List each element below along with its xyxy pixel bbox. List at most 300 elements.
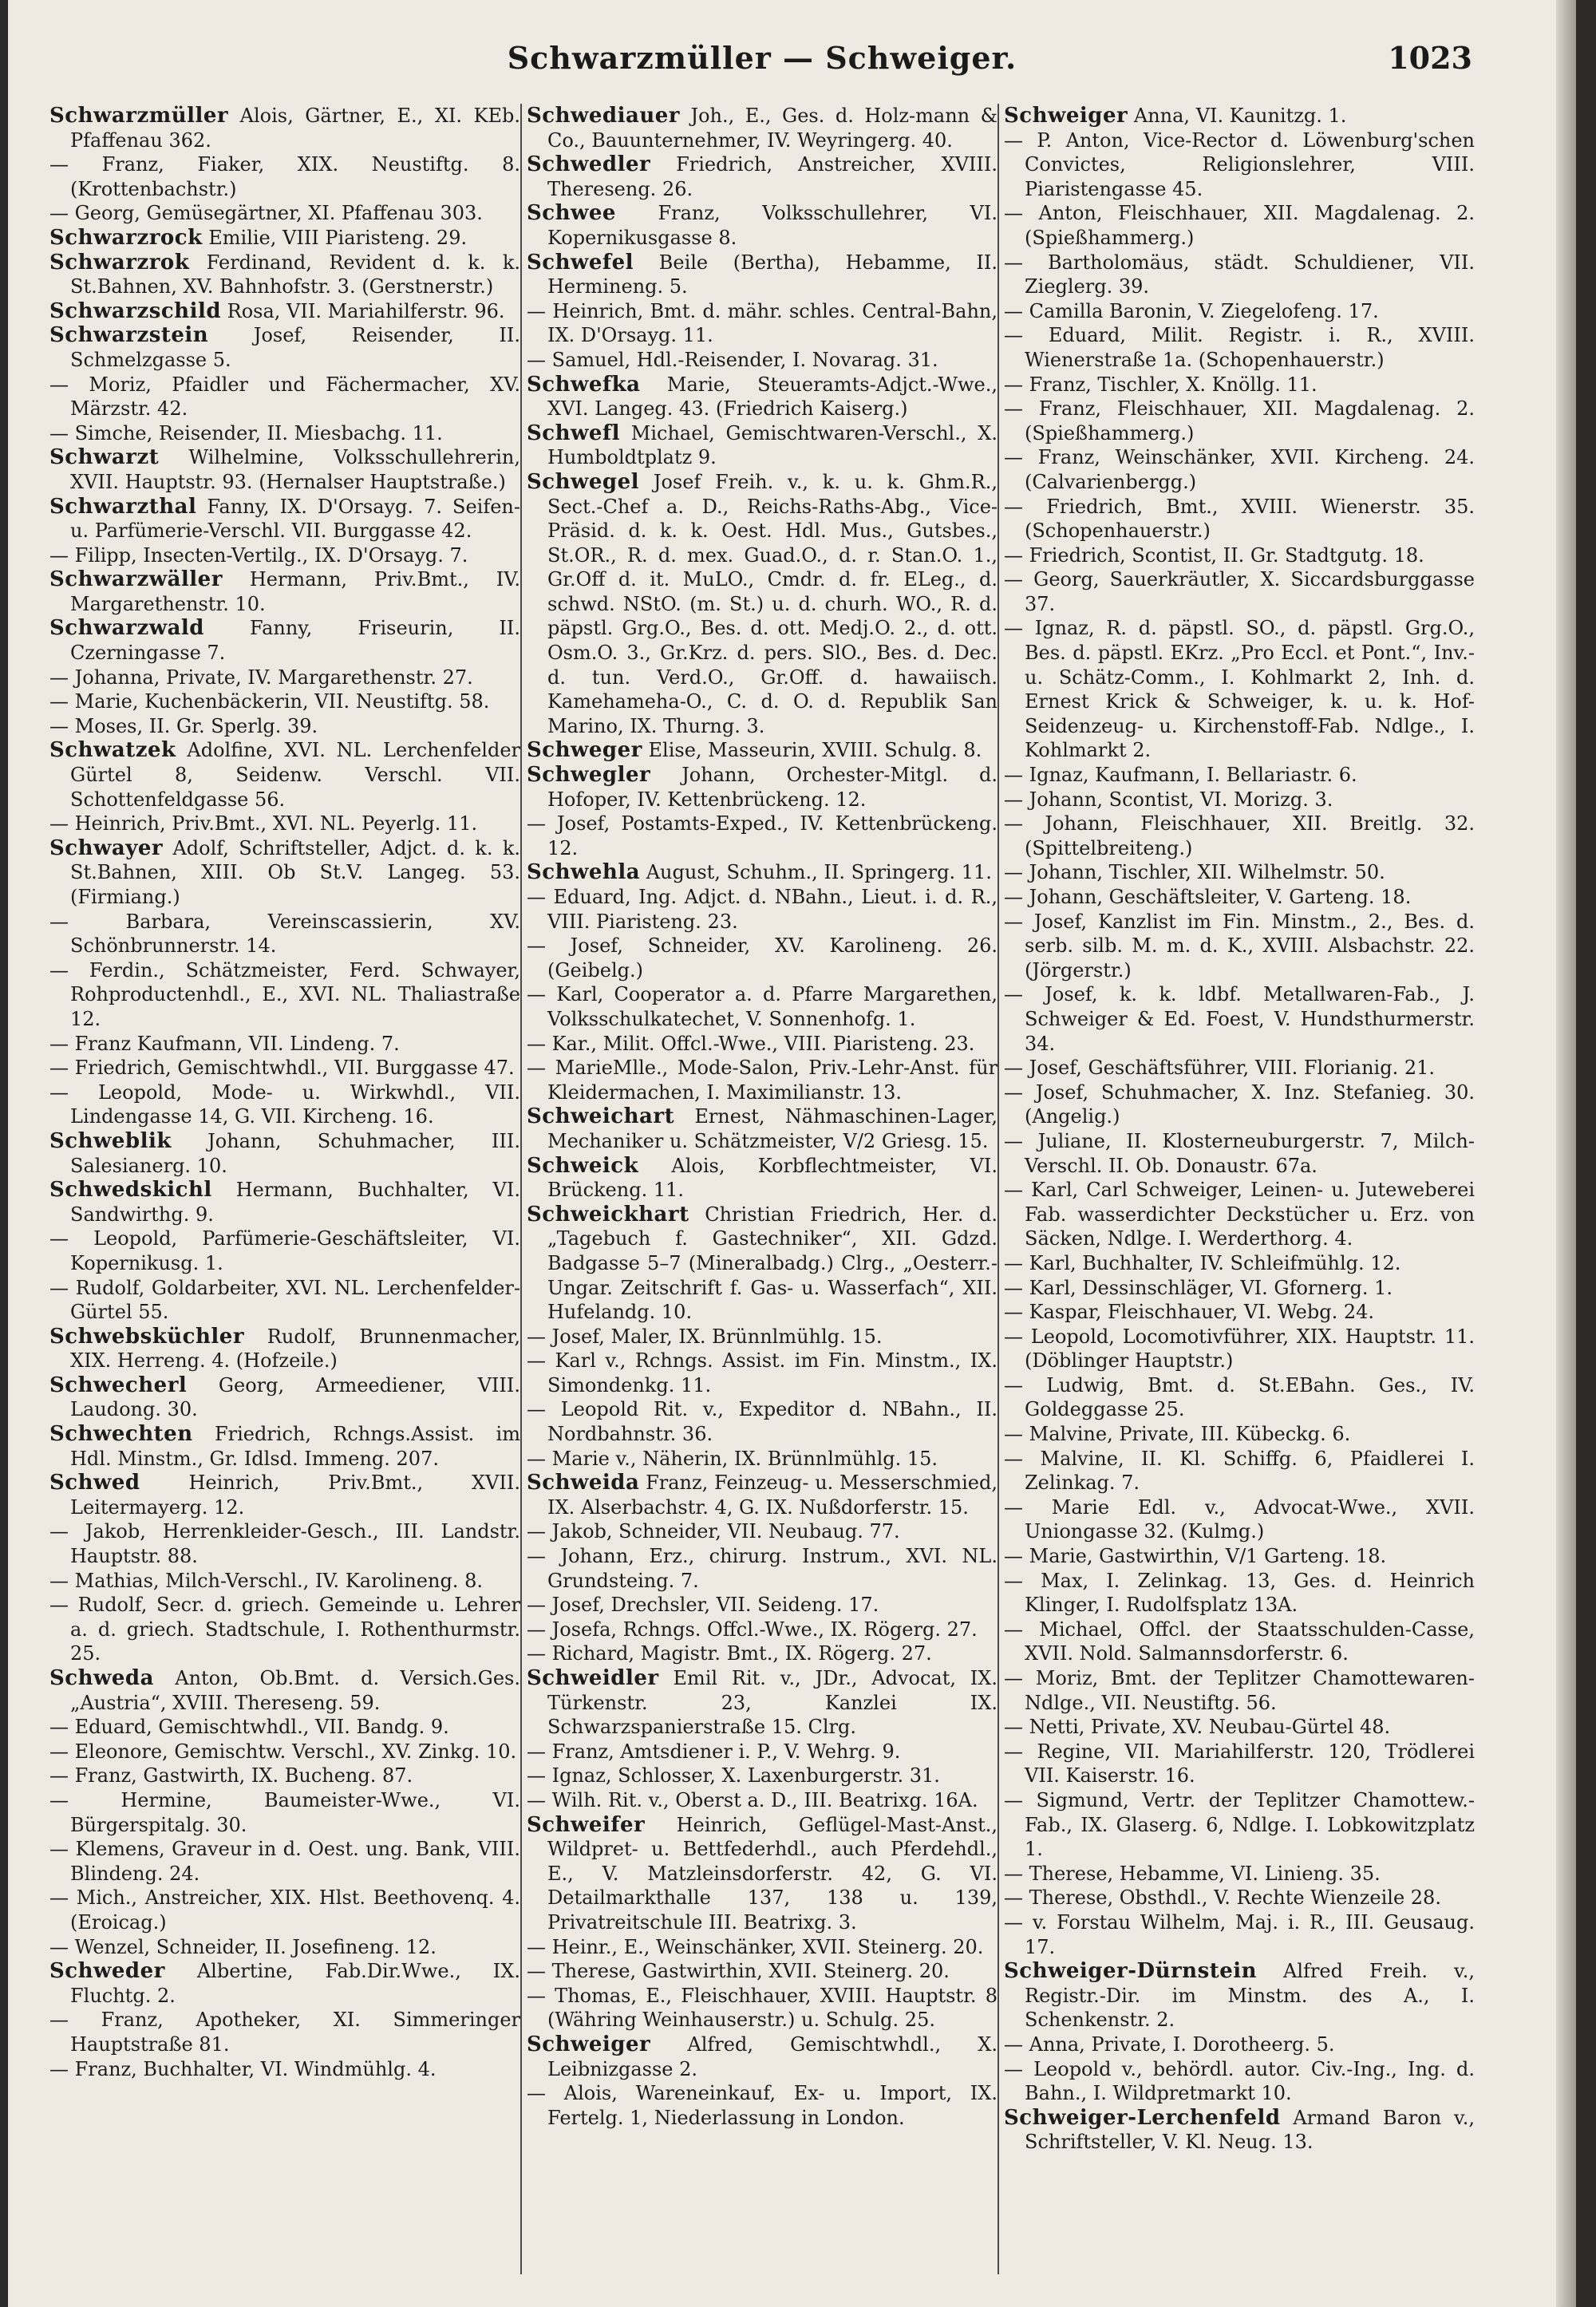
entry-text: Hermann, Priv.Bmt., IV. Margarethenstr. 10. — [70, 568, 520, 615]
directory-entry — [527, 1349, 998, 1397]
entry-surname: Schweiger — [1004, 104, 1128, 128]
directory-entry — [49, 958, 520, 1032]
directory-entry — [1004, 1495, 1475, 1544]
entry-surname: Schweichart — [527, 1104, 675, 1129]
directory-entry — [527, 860, 998, 885]
entry-surname: Schwedskichl — [49, 1178, 212, 1203]
directory-entry — [49, 812, 520, 836]
entry-text: — Friedrich, Bmt., XVIII. Wienerstr. 35. (Schopenhauerstr.) — [1004, 495, 1475, 543]
entry-text: — Regine, VII. Mariahilferstr. 120, Trödlerei VII. Kaiserstr. 16. — [1004, 1740, 1475, 1788]
directory-entry — [49, 1715, 520, 1740]
entry-text: — P. Anton, Vice-Rector d. Löwenburg'schen Convictes, Religionslehrer, VIII. Piaristengasse 45. — [1004, 128, 1475, 200]
directory-entry — [49, 543, 520, 568]
entry-text: — Franz, Amtsdiener i. P., V. Wehrg. 9. — [527, 1740, 901, 1763]
directory-entry — [49, 1056, 520, 1080]
directory-entry — [527, 1154, 998, 1203]
entry-text: — Josef, k. k. ldbf. Metallwaren-Fab., J. Schweiger & Ed. Foest, V. Hundsthurmerstr. 34. — [1004, 983, 1475, 1055]
entry-text: August, Schuhm., II. Springerg. 11. — [646, 861, 992, 884]
entry-text: — Barbara, Vereinscassierin, XV. Schönbrunnerstr. 14. — [49, 910, 520, 958]
directory-entry — [49, 738, 520, 812]
directory-entry — [49, 495, 520, 543]
directory-entry — [49, 666, 520, 690]
directory-entry — [527, 1666, 998, 1740]
entry-text: — Friedrich, Scontist, II. Gr. Stadtgutg. 18. — [1004, 543, 1424, 567]
directory-entry — [527, 104, 998, 152]
entry-surname: Schwarzwäller — [49, 567, 223, 592]
entry-text: Anton, Ob.Bmt. d. Versich.Ges. „Austria“, XVIII. Thereseng. 59. — [70, 1667, 520, 1714]
directory-entry — [1004, 2106, 1475, 2155]
entry-surname: Schweger — [527, 738, 642, 763]
directory-entry — [49, 1666, 520, 1715]
directory-entry — [1004, 763, 1475, 788]
entry-text: Ernest, Nähmaschinen-Lager, Mechaniker u. Schätzmeister, V/2 Griesg. 15. — [547, 1105, 998, 1152]
entry-text: — Franz, Gastwirth, IX. Bucheng. 87. — [49, 1764, 413, 1788]
entry-surname: Schweidler — [527, 1666, 659, 1690]
entry-text: — Heinrich, Priv.Bmt., XVI. NL. Peyerlg. 11. — [49, 812, 478, 835]
entry-text: — Leopold, Locomotivführer, XIX. Hauptstr. 11. (Döblinger Hauptstr.) — [1004, 1325, 1475, 1373]
entry-text: — Rudolf, Secr. d. griech. Gemeinde u. Lehrer a. d. griech. Stadtschule, I. Rothenthurmstr. 25. — [49, 1594, 520, 1665]
entry-surname: Schwegel — [527, 469, 640, 494]
directory-entry — [527, 1788, 998, 1813]
entry-text: — Johann, Tischler, XII. Wilhelmstr. 50. — [1004, 861, 1385, 884]
directory-entry — [1004, 104, 1475, 128]
directory-entry — [1004, 299, 1475, 324]
entry-text: — Ignaz, R. d. päpstl. SO., d. päpstl. Grg.O., Bes. d. päpstl. EKrz. „Pro Eccl. et Pont.“, Inv.- u. Schätz-Comm., I. Kohlmarkt 2, Inh. d. Ernest Krick & Schweiger, k. u. k. Hof-Seidenzeug- u. Kirchenstoff-Fab. Ndlge., I. Kohlmarkt 2. — [1004, 617, 1475, 762]
entry-text: — Anton, Fleischhauer, XII. Magdalenag. 2. (Spießhammerg.) — [1004, 202, 1475, 249]
directory-entry — [49, 445, 520, 494]
directory-entry — [527, 1032, 998, 1057]
directory-entry — [49, 1519, 520, 1568]
directory-entry — [527, 299, 998, 348]
directory-entry — [49, 251, 520, 299]
entry-surname: Schwedler — [527, 152, 651, 177]
entry-text: Johann, Schuhmacher, III. Salesianerg. 10. — [70, 1129, 520, 1177]
entry-text: Michael, Gemischtwaren-Verschl., X. Humboldtplatz 9. — [547, 421, 998, 469]
directory-entry — [1004, 1862, 1475, 1886]
directory-entry — [1004, 445, 1475, 494]
directory-entry — [527, 934, 998, 982]
directory-entry — [49, 373, 520, 421]
entry-text: — Kaspar, Fleischhauer, VI. Webg. 24. — [1004, 1301, 1375, 1324]
entry-surname: Schwehla — [527, 860, 641, 885]
entry-surname: Schwebsküchler — [49, 1324, 245, 1349]
entry-text: — Leopold Rit. v., Expeditor d. NBahn., II. Nordbahnstr. 36. — [527, 1398, 998, 1446]
entry-text: Joh., E., Ges. d. Holz-mann & Co., Bauunternehmer, IV. Weyringerg. 40. — [547, 105, 998, 152]
entry-text: — Ignaz, Schlosser, X. Laxenburgerstr. 31. — [527, 1764, 940, 1788]
directory-entry — [1004, 251, 1475, 299]
entry-text: — Marie, Kuchenbäckerin, VII. Neustiftg. 58. — [49, 690, 490, 713]
entry-text: Friedrich, Anstreicher, XVIII. Thereseng. 26. — [547, 153, 998, 200]
entry-surname: Schwarzstein — [49, 323, 209, 348]
entry-text: — Marie, Gastwirthin, V/1 Garteng. 18. — [1004, 1545, 1387, 1568]
entry-text: — Michael, Offcl. der Staatsschulden-Casse, XVII. Nold. Salmannsdorferstr. 6. — [1004, 1618, 1475, 1665]
directory-entry — [49, 226, 520, 251]
entry-text: — Netti, Private, XV. Neubau-Gürtel 48. — [1004, 1716, 1391, 1739]
directory-entry — [1004, 2057, 1475, 2106]
directory-entry — [49, 689, 520, 714]
directory-entry — [527, 1935, 998, 1960]
directory-entry — [1004, 1910, 1475, 1959]
entry-surname: Schweick — [527, 1153, 639, 1178]
entry-surname: Schwechten — [49, 1422, 193, 1447]
entry-text: — Sigmund, Vertr. der Teplitzer Chamottew.-Fab., IX. Glaserg. 6, Ndlge. I. Lobkowitzplatz 1. — [1004, 1788, 1475, 1861]
entry-surname: Schwarzwald — [49, 616, 204, 641]
directory-entry — [1004, 1959, 1475, 2032]
directory-entry — [1004, 1447, 1475, 1495]
entry-text: Adolf, Schriftsteller, Adjct. d. k. k. St.Bahnen, XIII. Ob St.V. Langeg. 53. (Firmiang.) — [70, 836, 520, 908]
directory-entry — [49, 616, 520, 665]
entry-text: — Ludwig, Bmt. d. St.EBahn. Ges., IV. Goldeggasse 25. — [1004, 1373, 1475, 1421]
entry-text: — Klemens, Graveur in d. Oest. ung. Bank, VIII. Blindeng. 24. — [49, 1838, 520, 1885]
directory-entry — [1004, 1373, 1475, 1422]
directory-entry — [49, 1886, 520, 1934]
directory-entry — [527, 1764, 998, 1788]
entry-text: — Camilla Baronin, V. Ziegelofeng. 17. — [1004, 299, 1379, 322]
entry-text: — Johann, Fleischhauer, XII. Breitlg. 32. (Spittelbreiteng.) — [1004, 812, 1475, 859]
entry-text: Friedrich, Rchngs.Assist. im Hdl. Minstm., Gr. Idlsd. Immeng. 207. — [70, 1423, 520, 1470]
directory-entry — [49, 421, 520, 446]
entry-surname: Schwee — [527, 201, 616, 226]
directory-entry — [1004, 1056, 1475, 1080]
entry-text: — Filipp, Insecten-Vertilg., IX. D'Orsayg. 7. — [49, 543, 468, 567]
directory-page — [8, 0, 1576, 2307]
entry-text: Adolfine, XVI. NL. Lerchenfelder Gürtel 8, Seidenw. Verschl. VII. Schottenfeldgasse 56. — [70, 739, 520, 811]
directory-entry — [49, 1471, 520, 1519]
entry-surname: Schweifer — [527, 1812, 646, 1837]
entry-text: Heinrich, Geflügel-Mast-Anst., Wildpret- u. Bettfederhdl., auch Pferdehdl., E., V. Matzleinsdorferstr. 42, G. VI. Detailmarkthalle 137, 138 u. 139, Privatreitschule III. Beatrixg. 3. — [547, 1813, 998, 1934]
directory-entry — [527, 1519, 998, 1544]
directory-entry — [49, 1276, 520, 1325]
entry-text: — Josef, Drechsler, VII. Seideng. 17. — [527, 1594, 879, 1617]
directory-column-2 — [527, 104, 998, 2282]
page-edge-shadow — [1556, 0, 1576, 2307]
directory-entry — [1004, 860, 1475, 885]
entry-text: Fanny, Friseurin, II. Czerningasse 7. — [70, 617, 520, 665]
directory-entry — [1004, 543, 1475, 568]
directory-entry — [1004, 1544, 1475, 1569]
directory-entry — [1004, 1422, 1475, 1447]
entry-text: — Moriz, Bmt. der Teplitzer Chamottewaren-Ndlge., VII. Neustiftg. 56. — [1004, 1667, 1475, 1714]
directory-entry — [1004, 1300, 1475, 1325]
entry-text: — Juliane, II. Klosterneuburgerstr. 7, Milch-Verschl. II. Ob. Donaustr. 67a. — [1004, 1129, 1475, 1177]
directory-entry — [49, 1373, 520, 1422]
directory-entry — [49, 1788, 520, 1837]
directory-entry — [1004, 1569, 1475, 1618]
entry-text: Rosa, VII. Mariahilferstr. 96. — [227, 299, 505, 322]
page-number: 1023 — [1388, 40, 1472, 76]
entry-text: — Ferdin., Schätzmeister, Ferd. Schwayer, Rohproductenhdl., E., XVI. NL. Thaliastraße 12. — [49, 958, 520, 1030]
entry-text: — MarieMlle., Mode-Salon, Priv.-Lehr-Anst. für Kleidermachen, I. Maximilianstr. 13. — [527, 1057, 998, 1104]
entry-surname: Schwediauer — [527, 104, 680, 128]
entry-text: — Marie v., Näherin, IX. Brünnlmühlg. 15. — [527, 1447, 938, 1470]
entry-text: — Heinr., E., Weinschänker, XVII. Steinerg. 20. — [527, 1935, 984, 1958]
directory-entry — [527, 470, 998, 739]
entry-text: Alois, Gärtner, E., XI. KEb. Pfaffenau 362. — [70, 105, 520, 152]
running-head: Schwarzmüller — Schweiger. — [507, 40, 1017, 76]
page-header — [52, 40, 1472, 88]
entry-surname: Schweida — [527, 1471, 640, 1495]
directory-entry — [527, 2032, 998, 2081]
entry-text: — Josef, Kanzlist im Fin. Minstm., 2., Bes. d. serb. silb. M. m. d. K., XVIII. Alsbachstr. 22. (Jörgerstr.) — [1004, 910, 1475, 982]
directory-entry — [49, 299, 520, 324]
entry-text: — Max, I. Zelinkag. 13, Ges. d. Heinrich Klinger, I. Rudolfsplatz 13A. — [1004, 1569, 1475, 1617]
entry-text: Alfred Freih. v., Registr.-Dir. im Minstm. des A., I. Schenkenstr. 2. — [1025, 1960, 1475, 2032]
entry-text: — Rudolf, Goldarbeiter, XVI. NL. Lerchenfelder-Gürtel 55. — [49, 1276, 520, 1324]
directory-entry — [1004, 1178, 1475, 1251]
directory-entry — [527, 1104, 998, 1153]
entry-text: Franz, Volksschullehrer, VI. Kopernikusgasse 8. — [547, 202, 998, 249]
entry-text: — Hermine, Baumeister-Wwe., VI. Bürgerspitalg. 30. — [49, 1788, 520, 1836]
entry-text: — Georg, Sauerkräutler, X. Siccardsburggasse 37. — [1004, 568, 1475, 615]
directory-entry — [527, 1740, 998, 1764]
directory-entry — [49, 1325, 520, 1373]
entry-text: — Friedrich, Gemischtwhdl., VII. Burggasse 47. — [49, 1057, 515, 1080]
directory-entry — [49, 2008, 520, 2056]
entry-text: — Malvine, Private, III. Kübeckg. 6. — [1004, 1423, 1351, 1446]
entry-text: — Leopold v., behördl. autor. Civ.-Ing., Ing. d. Bahn., I. Wildpretmarkt 10. — [1004, 2057, 1475, 2105]
entry-text: — Thomas, E., Fleischhauer, XVIII. Hauptstr. 8 (Währing Weinhauserstr.) u. Schulg. 25. — [527, 1984, 998, 2032]
directory-entry — [527, 1397, 998, 1446]
directory-entry — [49, 1129, 520, 1178]
entry-surname: Schweblik — [49, 1128, 172, 1153]
directory-entry — [527, 1959, 998, 1984]
entry-text: — Bartholomäus, städt. Schuldiener, VII. Zieglerg. 39. — [1004, 251, 1475, 298]
entry-text: — Franz, Fleischhauer, XII. Magdalenag. 2. (Spießhammerg.) — [1004, 397, 1475, 444]
entry-text: — Karl, Dessinschläger, VI. Gfornerg. 1. — [1004, 1276, 1393, 1299]
entry-surname: Schwarzschild — [49, 298, 222, 323]
entry-text: — Jakob, Herrenkleider-Gesch., III. Landstr. Hauptstr. 88. — [49, 1520, 520, 1568]
entry-surname: Schwecherl — [49, 1373, 188, 1397]
directory-entry — [1004, 616, 1475, 763]
directory-entry — [527, 2081, 998, 2130]
entry-text: — Josef, Schneider, XV. Karolineng. 26. (Geibelg.) — [527, 934, 998, 982]
entry-text: — Eduard, Gemischtwhdl., VII. Bandg. 9. — [49, 1716, 449, 1739]
entry-text: — Karl, Buchhalter, IV. Schleifmühlg. 12. — [1004, 1251, 1401, 1274]
entry-text: Armand Baron v., Schriftsteller, V. Kl. Neug. 13. — [1025, 2106, 1475, 2154]
directory-entry — [1004, 1325, 1475, 1373]
entry-text: — Franz, Tischler, X. Knöllg. 11. — [1004, 373, 1317, 396]
directory-entry — [527, 251, 998, 299]
entry-surname: Schwarzmüller — [49, 104, 229, 128]
entry-text: — Therese, Hebamme, VI. Linieng. 35. — [1004, 1862, 1381, 1885]
directory-entry — [49, 1935, 520, 1960]
directory-entry — [527, 152, 998, 201]
entry-text: — Josefa, Rchngs. Offcl.-Wwe., IX. Rögerg. 27. — [527, 1618, 978, 1641]
directory-entry — [527, 1593, 998, 1618]
directory-entry — [1004, 397, 1475, 445]
directory-entry — [527, 201, 998, 250]
entry-text: — Heinrich, Bmt. d. mähr. schles. Central-Bahn, IX. D'Orsayg. 11. — [527, 299, 998, 347]
entry-text: — Moses, II. Gr. Sperlg. 39. — [49, 714, 318, 737]
entry-text: Franz, Feinzeug- u. Messerschmied, IX. Alserbachstr. 4, G. IX. Nußdorferstr. 15. — [547, 1472, 998, 1519]
entry-text: — Karl, Carl Schweiger, Leinen- u. Juteweberei Fab. wasserdichter Deckstücher u. Erz. von Säcken, Ndlge. I. Werderthorg. 4. — [1004, 1179, 1475, 1250]
directory-entry — [527, 1544, 998, 1593]
entry-text: — Josef, Postamts-Exped., IV. Kettenbrückeng. 12. — [527, 812, 998, 859]
directory-entry — [49, 1593, 520, 1666]
directory-entry — [49, 1227, 520, 1275]
entry-text: — Simche, Reisender, II. Miesbachg. 11. — [49, 421, 443, 444]
directory-entry — [527, 1447, 998, 1472]
entry-text: Marie, Steueramts-Adjct.-Wwe., XVI. Langeg. 43. (Friedrich Kaiserg.) — [547, 373, 998, 421]
entry-surname: Schwefl — [527, 421, 620, 445]
directory-entry — [49, 1837, 520, 1886]
directory-entry — [527, 1056, 998, 1104]
entry-text: — Samuel, Hdl.-Reisender, I. Novarag. 31. — [527, 348, 938, 371]
entry-text: Beile (Bertha), Hebamme, II. Hermineng. 5. — [547, 251, 998, 298]
entry-surname: Schwayer — [49, 835, 164, 860]
entry-surname: Schwed — [49, 1471, 140, 1495]
directory-column-1 — [49, 104, 520, 2282]
directory-entry — [49, 567, 520, 616]
entry-surname: Schwarzrock — [49, 225, 203, 250]
directory-entry — [49, 1959, 520, 2008]
entry-text: — Franz, Fiaker, XIX. Neustiftg. 8. (Krottenbachstr.) — [49, 153, 520, 200]
entry-surname: Schweiger-Lerchenfeld — [1004, 2105, 1281, 2130]
entry-text: — Johann, Geschäftsleiter, V. Garteng. 18. — [1004, 886, 1412, 908]
directory-entry — [1004, 982, 1475, 1056]
entry-text: Josef, Reisender, II. Schmelzgasse 5. — [70, 324, 520, 371]
entry-surname: Schwarzrok — [49, 250, 190, 275]
entry-surname: Schwegler — [527, 763, 651, 788]
directory-entry — [49, 104, 520, 152]
entry-text: — Johanna, Private, IV. Margarethenstr. 27. — [49, 666, 473, 689]
entry-surname: Schweiger-Dürnstein — [1004, 1959, 1258, 1984]
directory-entry — [1004, 1251, 1475, 1276]
directory-entry — [49, 836, 520, 910]
entry-surname: Schweda — [49, 1666, 154, 1690]
entry-text: — Anna, Private, I. Dorotheerg. 5. — [1004, 2032, 1335, 2056]
directory-entry — [1004, 812, 1475, 860]
directory-entry — [527, 1325, 998, 1349]
entry-text: — Georg, Gemüsegärtner, XI. Pfaffenau 303. — [49, 202, 483, 225]
entry-text: Emilie, VIII Piaristeng. 29. — [208, 226, 468, 249]
column-divider — [520, 104, 522, 2274]
directory-entry — [49, 201, 520, 226]
entry-text: Albertine, Fab.Dir.Wwe., IX. Fluchtg. 2. — [70, 1960, 520, 2007]
entry-text: — Eleonore, Gemischtw. Verschl., XV. Zinkg. 10. — [49, 1740, 517, 1763]
entry-text: Josef Freih. v., k. u. k. Ghm.R., Sect.-Chef a. D., Reichs-Raths-Abg., Vice-Präsid. d. k. k. Oest. Hdl. Mus., Gutsbes., St.OR., R. d. mex. Guad.O., d. r. Stan.O. 1., Gr.Off d. it. MuLO., Cmdr. d. fr. ELeg., d. schwd. NStO. (m. St.) u. d. churh. WO., R. d. päpstl. Grg.O., Bes. d. ott. Medj.O. 2., d. ott. Osm.O. 3., Gr.Krz. d. pers. SlO., Bes. d. Dec. d. tun. Verd.O., Gr.Off. d. hawaiisch. Kamehameha-O., C. d. O. d. Republik San Marino, IX. Thurng. 3. — [547, 470, 998, 737]
directory-column-3 — [1004, 104, 1475, 2282]
directory-entry — [1004, 910, 1475, 983]
entry-text: Ferdinand, Revident d. k. k. St.Bahnen, XV. Bahnhofstr. 3. (Gerstnerstr.) — [70, 251, 520, 298]
entry-text: Heinrich, Priv.Bmt., XVII. Leitermayerg. 12. — [70, 1472, 520, 1519]
directory-entry — [1004, 788, 1475, 812]
entry-surname: Schweder — [49, 1959, 165, 1984]
directory-entry — [1004, 1666, 1475, 1715]
directory-entry — [49, 1032, 520, 1057]
entry-text: — Franz Kaufmann, VII. Lindeng. 7. — [49, 1032, 400, 1055]
entry-text: — Josef, Schuhmacher, X. Inz. Stefanieg. 30. (Angelig.) — [1004, 1080, 1475, 1128]
entry-text: — Eduard, Ing. Adjct. d. NBahn., Lieut. i. d. R., VIII. Piaristeng. 23. — [527, 886, 998, 933]
entry-text: — Kar., Milit. Offcl.-Wwe., VIII. Piaristeng. 23. — [527, 1032, 975, 1055]
entry-text: Georg, Armeediener, VIII. Laudong. 30. — [70, 1373, 520, 1421]
entry-text: — Wilh. Rit. v., Oberst a. D., III. Beatrixg. 16A. — [527, 1788, 978, 1811]
directory-entry — [527, 348, 998, 373]
entry-text: — Karl v., Rchngs. Assist. im Fin. Minstm., IX. Simondenkg. 11. — [527, 1349, 998, 1396]
directory-entry — [1004, 2032, 1475, 2057]
directory-entry — [527, 763, 998, 812]
directory-entry — [1004, 495, 1475, 543]
directory-entry — [1004, 201, 1475, 250]
directory-entry — [527, 1203, 998, 1325]
directory-entry — [1004, 128, 1475, 202]
directory-entry — [527, 1984, 998, 2032]
entry-text: — Leopold, Mode- u. Wirkwhdl., VII. Lindengasse 14, G. VII. Kircheng. 16. — [49, 1080, 520, 1128]
entry-text: Johann, Orchester-Mitgl. d. Hofoper, IV. Kettenbrückeng. 12. — [547, 764, 998, 811]
directory-entry — [527, 885, 998, 934]
entry-text: — v. Forstau Wilhelm, Maj. i. R., III. Geusaug. 17. — [1004, 1910, 1475, 1958]
entry-text: Hermann, Buchhalter, VI. Sandwirthg. 9. — [70, 1179, 520, 1226]
directory-entry — [527, 982, 998, 1031]
directory-entry — [49, 323, 520, 372]
directory-entry — [49, 1178, 520, 1227]
directory-entry — [527, 1471, 998, 1519]
entry-text: — Richard, Magistr. Bmt., IX. Rögerg. 27. — [527, 1642, 932, 1665]
entry-text: Alois, Korbflechtmeister, VI. Brückeng. 11. — [547, 1154, 998, 1202]
entry-text: — Karl, Cooperator a. d. Pfarre Margarethen, Volksschulkatechet, V. Sonnenhofg. 1. — [527, 983, 998, 1030]
entry-text: — Josef, Maler, IX. Brünnlmühlg. 15. — [527, 1325, 883, 1348]
entry-text: Anna, VI. Kaunitzg. 1. — [1133, 105, 1347, 127]
entry-text: — Josef, Geschäftsführer, VIII. Florianig. 21. — [1004, 1057, 1435, 1080]
directory-entry — [49, 1422, 520, 1471]
directory-entry — [1004, 885, 1475, 910]
entry-text: — Franz, Apotheker, XI. Simmeringer Hauptstraße 81. — [49, 2009, 520, 2056]
entry-text: — Malvine, II. Kl. Schiffg. 6, Pfaidlerei I. Zelinkag. 7. — [1004, 1447, 1475, 1495]
entry-text: Rudolf, Brunnenmacher, XIX. Herreng. 4. (Hofzeile.) — [70, 1325, 520, 1373]
entry-text: Christian Friedrich, Her. d. „Tagebuch f. Gastechniker“, XII. Gdzd. Badgasse 5–7 (Mineralbadg.) Clrg., „Oesterr.-Ungar. Zeitschrift f. Gas- u. Wasserfach“, XII. Hufelandg. 10. — [547, 1203, 998, 1324]
entry-text: — Johann, Erz., chirurg. Instrum., XVI. NL. Grundsteing. 7. — [527, 1545, 998, 1592]
entry-text: — Johann, Scontist, VI. Morizg. 3. — [1004, 788, 1333, 811]
entry-text: — Leopold, Parfümerie-Geschäftsleiter, VI. Kopernikusg. 1. — [49, 1227, 520, 1274]
entry-text: — Eduard, Milit. Registr. i. R., XVIII. Wienerstraße 1a. (Schopenhauerstr.) — [1004, 324, 1475, 371]
directory-entry — [1004, 1715, 1475, 1740]
directory-entry — [49, 1569, 520, 1594]
directory-entry — [527, 373, 998, 421]
entry-text: — Franz, Buchhalter, VI. Windmühlg. 4. — [49, 2057, 437, 2080]
directory-entry — [1004, 323, 1475, 372]
directory-entry — [1004, 1618, 1475, 1666]
entry-surname: Schwefel — [527, 250, 634, 275]
entry-text: Elise, Masseurin, XVIII. Schulg. 8. — [648, 739, 982, 762]
entry-text: Alfred, Gemischtwhdl., X. Leibnizgasse 2. — [547, 2032, 998, 2080]
directory-entry — [49, 1080, 520, 1129]
directory-entry — [1004, 1740, 1475, 1788]
directory-entry — [1004, 1276, 1475, 1301]
directory-entry — [49, 2057, 520, 2082]
directory-entry — [1004, 1080, 1475, 1129]
directory-entry — [1004, 1129, 1475, 1178]
directory-entry — [1004, 1886, 1475, 1910]
directory-entry — [527, 421, 998, 470]
entry-text: — Franz, Weinschänker, XVII. Kircheng. 24. (Calvarienbergg.) — [1004, 446, 1475, 493]
directory-entry — [527, 1813, 998, 1935]
entry-text: — Therese, Obsthdl., V. Rechte Wienzeile 28. — [1004, 1886, 1441, 1910]
column-divider — [998, 104, 999, 2274]
directory-entry — [1004, 1788, 1475, 1862]
entry-text: Emil Rit. v., JDr., Advocat, IX. Türkenstr. 23, Kanzlei IX. Schwarzspanierstraße 15. Clrg. — [547, 1667, 998, 1739]
entry-text: — Wenzel, Schneider, II. Josefineng. 12. — [49, 1935, 437, 1958]
entry-text: — Ignaz, Kaufmann, I. Bellariastr. 6. — [1004, 764, 1357, 787]
entry-text: — Jakob, Schneider, VII. Neubaug. 77. — [527, 1520, 900, 1543]
entry-text: — Mich., Anstreicher, XIX. Hlst. Beethovenq. 4. (Eroicag.) — [49, 1886, 520, 1934]
entry-surname: Schweickhart — [527, 1202, 689, 1227]
directory-entry — [49, 910, 520, 958]
directory-entry — [1004, 373, 1475, 397]
entry-text: — Mathias, Milch-Verschl., IV. Karolineng. 8. — [49, 1569, 483, 1592]
directory-entry — [49, 1764, 520, 1788]
entry-surname: Schwarzthal — [49, 494, 197, 519]
directory-entry — [49, 714, 520, 739]
